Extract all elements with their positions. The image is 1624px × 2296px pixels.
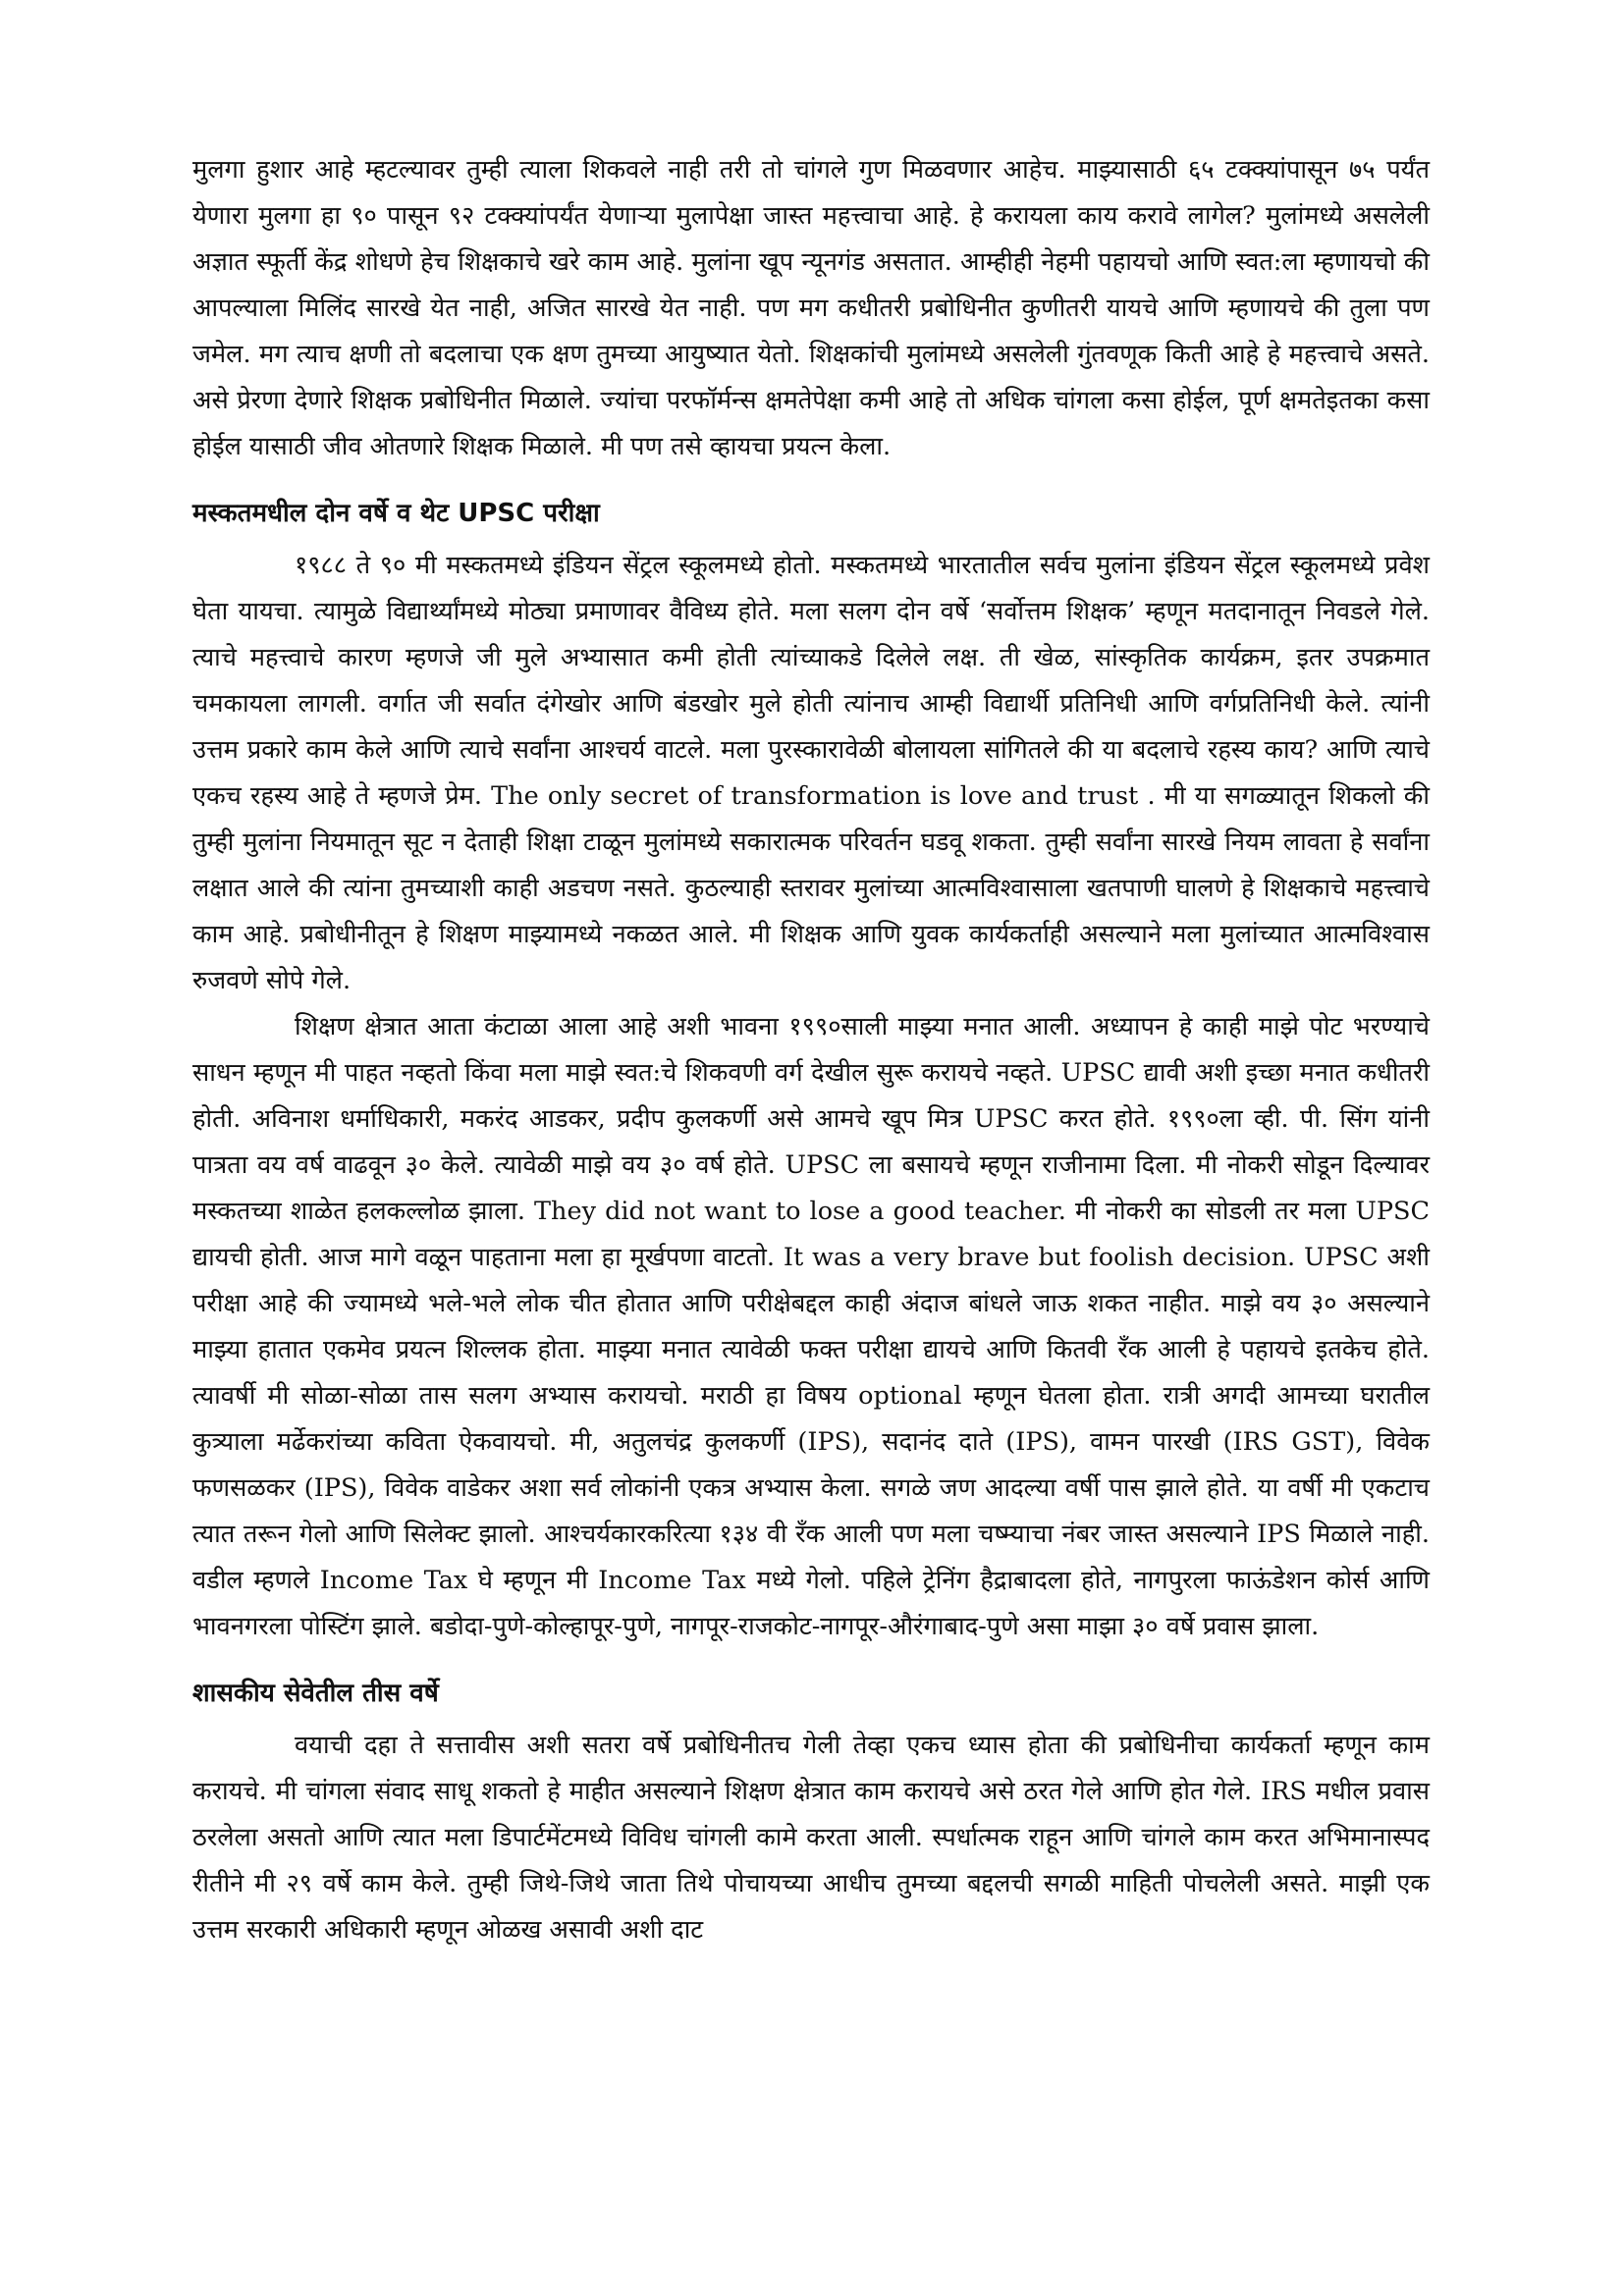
- upsc-paragraph: शिक्षण क्षेत्रात आता कंटाळा आला आहे अशी भावना १९९०साली माझ्या मनात आली. अध्यापन हे काही माझे पोट भरण्याचे साधन म्हणून मी पाहत नव्हतो किंवा मला माझे स्वत:चे शिकवणी वर्ग देखील सुरू करायचे नव्हते. UPSC द्यावी अशी इच्छा मनात कधीतरी होती. अविनाश धर्माधिकारी, मकरंद आडकर, प्रदीप कुलकर्णी असे आमचे खूप मित्र UPSC करत होते. १९९०ला व्ही. पी. सिंग यांनी पात्रता वय वर्ष वाढवून ३० केले. त्यावेळी माझे वय ३० वर्ष होते. UPSC ला बसायचे म्हणून राजीनामा दिला. मी नोकरी सोडून दिल्यावर मस्कतच्या शाळेत हलकल्लोळ झाला. They did not want to lose a good teacher. मी नोकरी का सोडली तर मला UPSC द्यायची होती. आज मागे वळून पाहताना मला हा मूर्खपणा वाटतो. It was a very brave but foolish decision. UPSC अशी परीक्षा आहे की ज्यामध्ये भले-भले लोक चीत होतात आणि परीक्षेबद्दल काही अंदाज बांधले जाऊ शकत नाहीत. माझे वय ३० असल्याने माझ्या हातात एकमेव प्रयत्न शिल्लक होता. माझ्या मनात त्यावेळी फक्त परीक्षा द्यायचे आणि कितवी रँक आली हे पहायचे इतकेच होते. त्यावर्षी मी सोळा-सोळा तास सलग अभ्यास करायचो. मराठी हा विषय optional म्हणून घेतला होता. रात्री अगदी आमच्या घरातील कुत्र्याला मर्ढेकरांच्या कविता ऐकवायचो. मी, अतुलचंद्र कुलकर्णी (IPS), सदानंद दाते (IPS), वामन पारखी (IRS GST), विवेक फणसळकर (IPS), विवेक वाडेकर अशा सर्व लोकांनी एकत्र अभ्यास केला. सगळे जण आदल्या वर्षी पास झाले होते. या वर्षी मी एकटाच त्यात तरून गेलो आणि सिलेक्ट झालो. आश्चर्यकारकरित्या १३४ वी रँक आली पण मला चष्म्याचा नंबर जास्त असल्याने IPS मिळाले नाही. वडील म्हणले Income Tax घे म्हणून मी Income Tax मध्ये गेलो. पहिले ट्रेनिंग हैद्राबादला होते, नागपुरला फाऊंडेशन कोर्स आणि भावनगरला पोस्टिंग झाले. बडोदा-पुणे-कोल्हापूर-पुणे, नागपूर-राजकोट-नागपूर-औरंगाबाद-पुणे असा माझा ३० वर्षे प्रवास झाला.: [192, 1012, 1430, 1641]
- intro-paragraph: मुलगा हुशार आहे म्हटल्यावर तुम्ही त्याला शिकवले नाही तरी तो चांगले गुण मिळवणार आहेच. माझ्यासाठी ६५ टक्क्यांपासून ७५ पर्यंत येणारा मुलगा हा ९० पासून ९२ टक्क्यांपर्यंत येणाऱ्या मुलापेक्षा जास्त महत्त्वाचा आहे. हे करायला काय करावे लागेल? मुलांमध्ये असलेली अज्ञात स्फूर्ती केंद्र शोधणे हेच शिक्षकाचे खरे काम आहे. मुलांना खूप न्यूनगंड असतात. आम्हीही नेहमी पहायचो आणि स्वत:ला म्हणायचो की आपल्याला मिलिंद सारखे येत नाही, अजित सारखे येत नाही. पण मग कधीतरी प्रबोधिनीत कुणीतरी यायचे आणि म्हणायचे की तुला पण जमेल. मग त्याच क्षणी तो बदलाचा एक क्षण तुमच्या आयुष्यात येतो. शिक्षकांची मुलांमध्ये असलेली गुंतवणूक किती आहे हे महत्त्वाचे असते. असे प्रेरणा देणारे शिक्षक प्रबोधिनीत मिळाले. ज्यांचा परफॉर्मन्स क्षमतेपेक्षा कमी आहे तो अधिक चांगला कसा होईल, पूर्ण क्षमतेइतका कसा होईल यासाठी जीव ओतणारे शिक्षक मिळाले. मी पण तसे व्हायचा प्रयत्न केला.: [192, 155, 1430, 461]
- government-service-paragraph: वयाची दहा ते सत्तावीस अशी सतरा वर्षे प्रबोधिनीतच गेली तेव्हा एकच ध्यास होता की प्रबोधिनीचा कार्यकर्ता म्हणून काम करायचे. मी चांगला संवाद साधू शकतो हे माहीत असल्याने शिक्षण क्षेत्रात काम करायचे असे ठरत गेले आणि होत गेले. IRS मधील प्रवास ठरलेला असतो आणि त्यात मला डिपार्टमेंटमध्ये विविध चांगली कामे करता आली. स्पर्धात्मक राहून आणि चांगले काम करत अभिमानास्पद रीतीने मी २९ वर्षे काम केले. तुम्ही जिथे-जिथे जाता तिथे पोचायच्या आधीच तुमच्या बद्दलची सगळी माहिती पोचलेली असते. माझी एक उत्तम सरकारी अधिकारी म्हणून ओळख असावी अशी दाट: [192, 1731, 1430, 1945]
- section-heading-government-service: शासकीय सेवेतील तीस वर्षे: [192, 1679, 439, 1708]
- muscat-paragraph: १९८८ ते ९० मी मस्कतमध्ये इंडियन सेंट्रल स्कूलमध्ये होतो. मस्कतमध्ये भारतातील सर्वच मुलांना इंडियन सेंट्रल स्कूलमध्ये प्रवेश घेता यायचा. त्यामुळे विद्यार्थ्यांमध्ये मोठ्या प्रमाणावर वैविध्य होते. मला सलग दोन वर्षे ‘सर्वोत्तम शिक्षक’ म्हणून मतदानातून निवडले गेले. त्याचे महत्त्वाचे कारण म्हणजे जी मुले अभ्यासात कमी होती त्यांच्याकडे दिलेले लक्ष. ती खेळ, सांस्कृतिक कार्यक्रम, इतर उपक्रमात चमकायला लागली. वर्गात जी सर्वात दंगेखोर आणि बंडखोर मुले होती त्यांनाच आम्ही विद्यार्थी प्रतिनिधी आणि वर्गप्रतिनिधी केले. त्यांनी उत्तम प्रकारे काम केले आणि त्याचे सर्वांना आश्चर्य वाटले. मला पुरस्कारावेळी बोलायला सांगितले की या बदलाचे रहस्य काय? आणि त्याचे एकच रहस्य आहे ते म्हणजे प्रेम. The only secret of transformation is love and trust . मी या सगळ्यातून शिकलो की तुम्ही मुलांना नियमातून सूट न देताही शिक्षा टाळून मुलांमध्ये सकारात्मक परिवर्तन घडवू शकता. तुम्ही सर्वांना सारखे नियम लावता हे सर्वांना लक्षात आले की त्यांना तुमच्याशी काही अडचण नसते. कुठल्याही स्तरावर मुलांच्या आत्मविश्वासाला खतपाणी घालणे हे शिक्षकाचे महत्त्वाचे काम आहे. प्रबोधीनीतून हे शिक्षण माझ्यामध्ये नकळत आले. मी शिक्षक आणि युवक कार्यकर्ताही असल्याने मला मुलांच्यात आत्मविश्वास रुजवणे सोपे गेले.: [192, 551, 1430, 995]
- section-heading-muscat-upsc: मस्कतमधील दोन वर्षे व थेट UPSC परीक्षा: [192, 499, 600, 528]
